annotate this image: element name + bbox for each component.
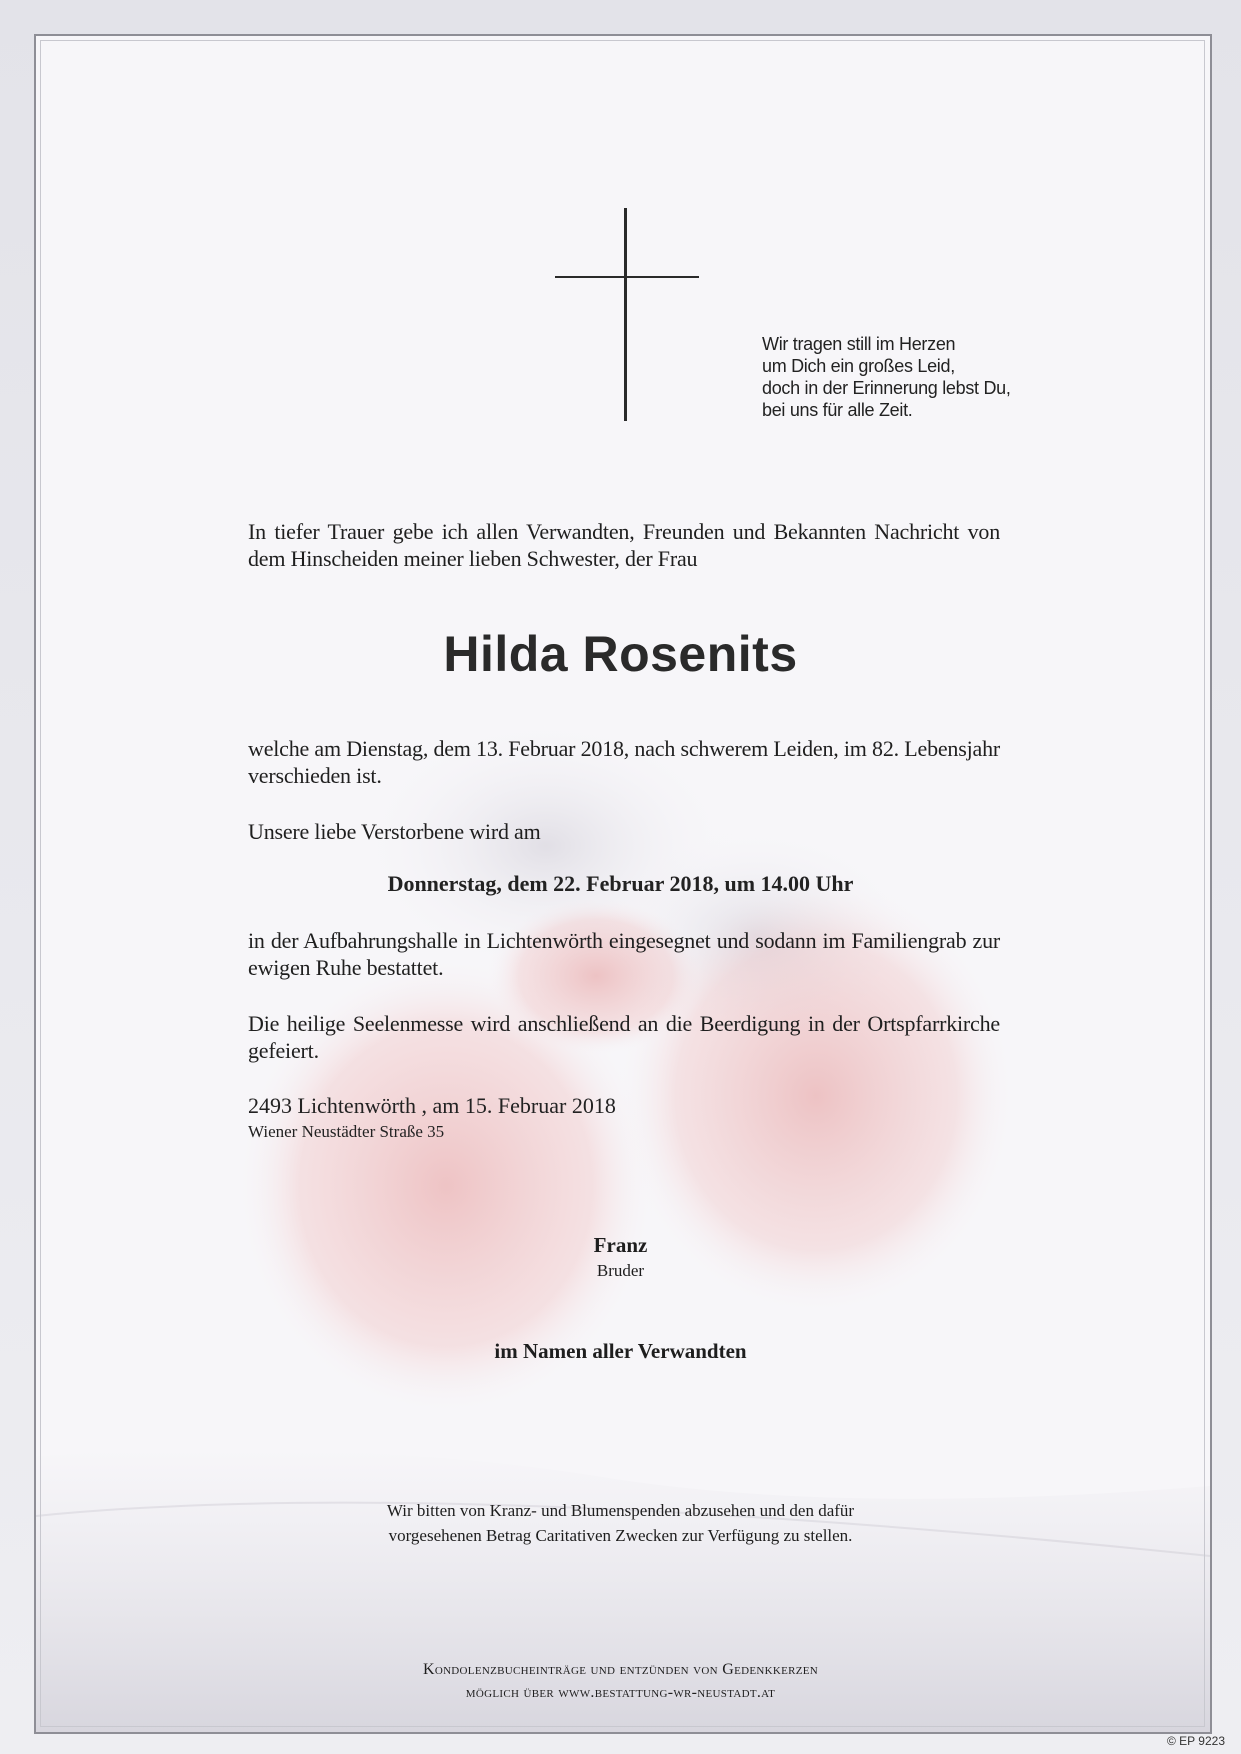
request-line: Wir bitten von Kranz- und Blumenspenden abzusehen und den dafür [386,1501,855,1520]
family-note: im Namen aller Verwandten [494,1339,747,1363]
ceremony-date: Donnerstag, dem 22. Februar 2018, um 14.00 Uhr [387,871,854,896]
donation-request [0,1498,1241,1548]
signer-relation: Bruder [596,1261,645,1280]
mass-paragraph: Die heilige Seelenmesse wird anschließend an die Beerdigung in der Ortspfarrkirche gefeiert. [248,1011,1000,1063]
burial-paragraph: in der Aufbahrungshalle in Lichtenwörth eingesegnet und sodann im Familiengrab zur ewigen Ruhe bestattet. [248,928,1000,980]
verse-line: doch in der Erinnerung lebst Du, [762,378,1011,398]
memorial-verse [762,333,1062,421]
verse-line: bei uns für alle Zeit. [762,400,913,420]
cross-icon [624,208,627,421]
address: Wiener Neustädter Straße 35 [248,1122,445,1141]
condolence-footer [0,1658,1241,1704]
request-line: vorgesehenen Betrag Caritativen Zwecken zur Verfügung zu stellen. [388,1526,853,1545]
document-code: © EP 9223 [1167,1734,1225,1748]
verse-line: Wir tragen still im Herzen [762,334,956,354]
deceased-name: Hilda Rosenits [443,626,798,682]
cross-icon-bar [555,276,699,278]
signer-name: Franz [593,1233,648,1257]
footer-line: möglich über www.bestattung-wr-neustadt.at [465,1684,776,1701]
funeral-intro: Unsere liebe Verstorbene wird am [248,819,541,844]
intro-paragraph: In tiefer Trauer gebe ich allen Verwandten, Freunden und Bekannten Nachricht von dem Hinscheiden meiner lieben Schwester, der Frau [248,519,1000,571]
place-date: 2493 Lichtenwörth , am 15. Februar 2018 [248,1093,616,1118]
death-info-paragraph: welche am Dienstag, dem 13. Februar 2018, nach schwerem Leiden, im 82. Lebensjahr verschieden ist. [248,736,1000,788]
verse-line: um Dich ein großes Leid, [762,356,955,376]
footer-line: Kondolenzbucheinträge und entzünden von Gedenkkerzen [422,1661,819,1678]
